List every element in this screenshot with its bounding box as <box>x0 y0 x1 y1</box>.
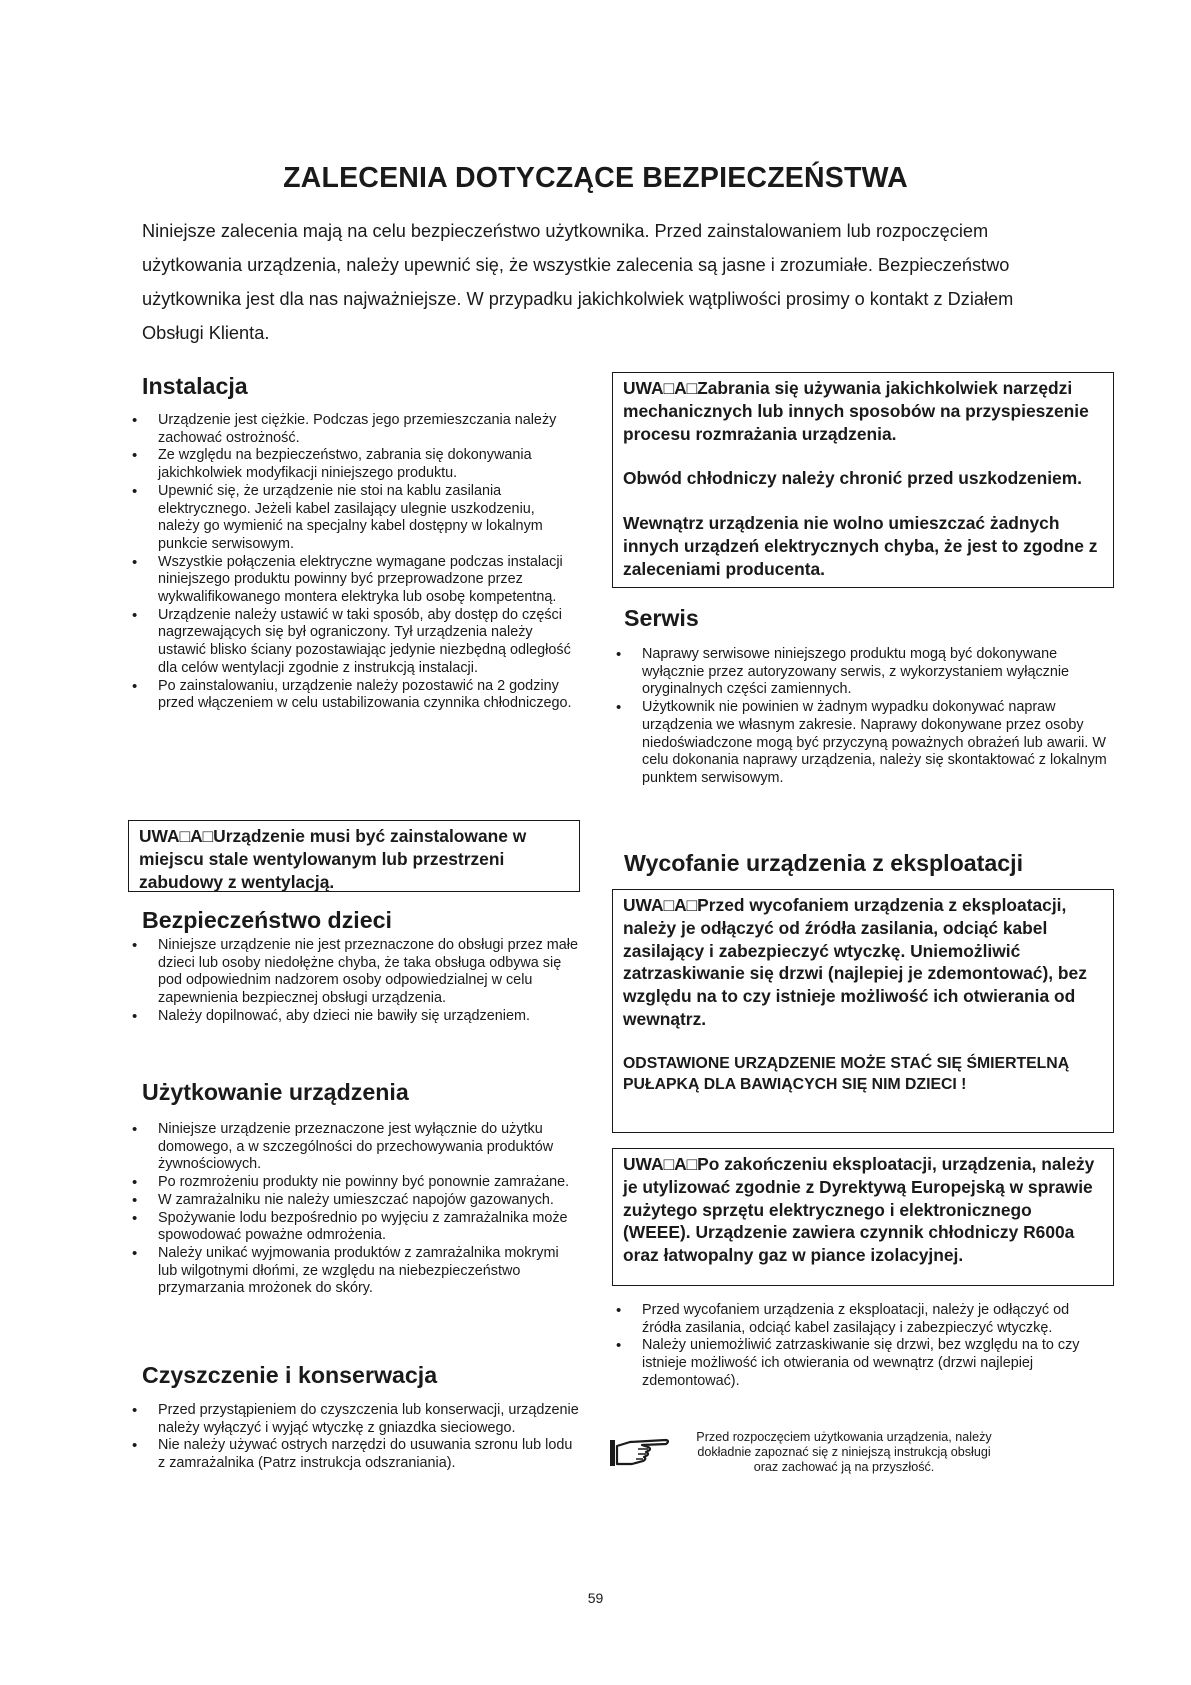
usage-note: Przed rozpoczęciem użytkowania urządzenia, należy dokładnie zapoznać się z niniejszą instrukcją obsługi oraz zachować ją na przyszłość. <box>696 1430 992 1474</box>
section-heading-instalacja: Instalacja <box>142 373 248 399</box>
list-item: • Należy uniemożliwić zatrzaskiwanie się drzwi, bez względu na to czy istnieje możliwość ich otwierania od wewnątrz (drzwi najlepiej zdemontować). <box>612 1337 1112 1390</box>
warning-box-defrost <box>612 372 1114 588</box>
list-item: • W zamrażalniku nie należy umieszczać napojów gazowanych. <box>128 1192 580 1210</box>
section-heading-uzytkowanie: Użytkowanie urządzenia <box>142 1079 409 1105</box>
dzieci-list <box>128 937 580 1026</box>
list-item: • Należy dopilnować, aby dzieci nie bawiły się urządzeniem. <box>128 1008 580 1026</box>
list-item: • Należy unikać wyjmowania produktów z zamrażalnika mokrymi lub wilgotnymi dłońmi, ze względu na niebezpieczeństwo przymarzania mrożonek do skóry. <box>128 1245 580 1298</box>
list-item: • Wszystkie połączenia elektryczne wymagane podczas instalacji niniejszego produktu powinny być przeprowadzone przez wykwalifikowanego montera elektryka lub osobę kompetentną. <box>128 554 580 607</box>
list-item: • Urządzenie należy ustawić w taki sposób, aby dostęp do części nagrzewających się był ograniczony. Tył urządzenia należy ustawić blisko ściany pozostawiając jedynie niezbędną odległość dla celów wentylacji zgodnie z instrukcją instalacji. <box>128 607 580 678</box>
warning-text: UWA□A□Po zakończeniu eksploatacji, urządzenia, należy je utylizować zgodnie z Dyrektywą Europejską w sprawie zużytego sprzętu elektrycznego i elektronicznego (WEEE). Urządzenie zawiera czynnik chłodniczy R600a oraz łatwopalny gaz w piance izolacyjnej. <box>623 1154 1095 1266</box>
section-heading-dzieci: Bezpieczeństwo dzieci <box>142 907 392 933</box>
list-item: • Ze względu na bezpieczeństwo, zabrania się dokonywania jakichkolwiek modyfikacji niniejszego produktu. <box>128 447 580 482</box>
warning-text: Wewnątrz urządzenia nie wolno umieszczać żadnych innych urządzeń elektrycznych chyba, że jest to zgodne z zaleceniami producenta. <box>623 513 1098 579</box>
warning-box-disposal <box>612 889 1114 1133</box>
warning-text: UWA□A□Zabrania się używania jakichkolwiek narzędzi mechanicznych lub innych sposobów na przyspieszenie procesu rozmrażania urządzenia. <box>623 378 1089 444</box>
uzytkowanie-list <box>128 1121 580 1298</box>
list-item: • Urządzenie jest ciężkie. Podczas jego przemieszczania należy zachować ostrożność. <box>128 412 580 447</box>
warning-text: UWA□A□Przed wycofaniem urządzenia z eksploatacji, należy je odłączyć od źródła zasilania, odciąć kabel zasilający i zabezpieczyć wtyczkę. Uniemożliwić zatrzaskiwanie się drzwi (najlepiej je zdemontować), bez względu na to czy istnieje możliwość ich otwierania od wewnątrz. <box>623 895 1087 1029</box>
section-heading-wycofanie: Wycofanie urządzenia z eksploatacji <box>624 850 1024 876</box>
warning-box-ventilation <box>128 820 580 892</box>
list-item: • Użytkownik nie powinien w żadnym wypadku dokonywać napraw urządzenia we własnym zakresie. Naprawy dokonywane przez osoby niedoświadczone mogą być przyczyną poważnych obrażeń lub awarii. W celu dokonania naprawy urządzenia, należy się skontaktować z lokalnym punktem serwisowym. <box>612 699 1112 788</box>
section-heading-czyszczenie: Czyszczenie i konserwacja <box>142 1362 438 1388</box>
list-item: • Przed przystąpieniem do czyszczenia lub konserwacji, urządzenie należy wyłączyć i wyjąć wtyczkę z gniazdka sieciowego. <box>128 1402 580 1437</box>
list-item: • Niniejsze urządzenie nie jest przeznaczone do obsługi przez małe dzieci lub osoby niedołężne chyba, że taka obsługa odbywa się pod odpowiednim nadzorem osoby odpowiedzialnej w celu zapewnienia bezpiecznej obsługi urządzenia. <box>128 937 580 1008</box>
warning-box-weee <box>612 1148 1114 1286</box>
section-heading-serwis: Serwis <box>624 605 699 631</box>
list-item: • Po zainstalowaniu, urządzenie należy pozostawić na 2 godziny przed włączeniem w celu ustabilizowania czynnika chłodniczego. <box>128 678 580 713</box>
list-item: • Upewnić się, że urządzenie nie stoi na kablu zasilania elektrycznego. Jeżeli kabel zasilający ulegnie uszkodzeniu, należy go wymienić na specjalny kabel dostępny w lokalnym punkcie serwisowym. <box>128 483 580 554</box>
czyszczenie-list <box>128 1402 580 1473</box>
list-item: • Niniejsze urządzenie przeznaczone jest wyłącznie do użytku domowego, a w szczególności do przechowywania produktów żywnościowych. <box>128 1121 580 1174</box>
page-title: ZALECENIA DOTYCZĄCE BEZPIECZEŃSTWA <box>283 162 908 194</box>
instalacja-list <box>128 412 580 713</box>
list-item: • Po rozmrożeniu produkty nie powinny być ponownie zamrażane. <box>128 1174 580 1192</box>
serwis-list <box>612 646 1112 788</box>
intro-paragraph: Niniejsze zalecenia mają na celu bezpieczeństwo użytkownika. Przed zainstalowaniem lub rozpoczęciem użytkowania urządzenia, należy upewnić się, że wszystkie zalecenia są jasne i zrozumiałe. Bezpieczeństwo użytkownika jest dla nas najważniejsze. W przypadku jakichkolwiek wątpliwości prosimy o kontakt z Działem Obsługi Klienta. <box>142 221 1014 343</box>
warning-text: UWA□A□Urządzenie musi być zainstalowane w miejscu stale wentylowanym lub przestrzeni zabudowy z wentylacją. <box>139 826 527 892</box>
warning-caps-text: ODSTAWIONE URZĄDZENIE MOŻE STAĆ SIĘ ŚMIERTELNĄ PUŁAPKĄ DLA BAWIĄCYCH SIĘ NIM DZIECI ! <box>623 1054 1070 1093</box>
wycofanie-list <box>612 1302 1112 1391</box>
pointing-hand-icon <box>608 1434 672 1468</box>
warning-text: Obwód chłodniczy należy chronić przed uszkodzeniem. <box>623 468 1083 489</box>
list-item: • Naprawy serwisowe niniejszego produktu mogą być dokonywane wyłącznie przez autoryzowany serwis, z wykorzystaniem wyłącznie oryginalnych części zamiennych. <box>612 646 1112 699</box>
list-item: • Przed wycofaniem urządzenia z eksploatacji, należy je odłączyć od źródła zasilania, odciąć kabel zasilający i zabezpieczyć wtyczkę. <box>612 1302 1112 1337</box>
list-item: • Nie należy używać ostrych narzędzi do usuwania szronu lub lodu z zamrażalnika (Patrz instrukcja odszraniania). <box>128 1437 580 1472</box>
page-number: 59 <box>587 1590 604 1606</box>
list-item: • Spożywanie lodu bezpośrednio po wyjęciu z zamrażalnika może spowodować poważne odmrożenia. <box>128 1210 580 1245</box>
